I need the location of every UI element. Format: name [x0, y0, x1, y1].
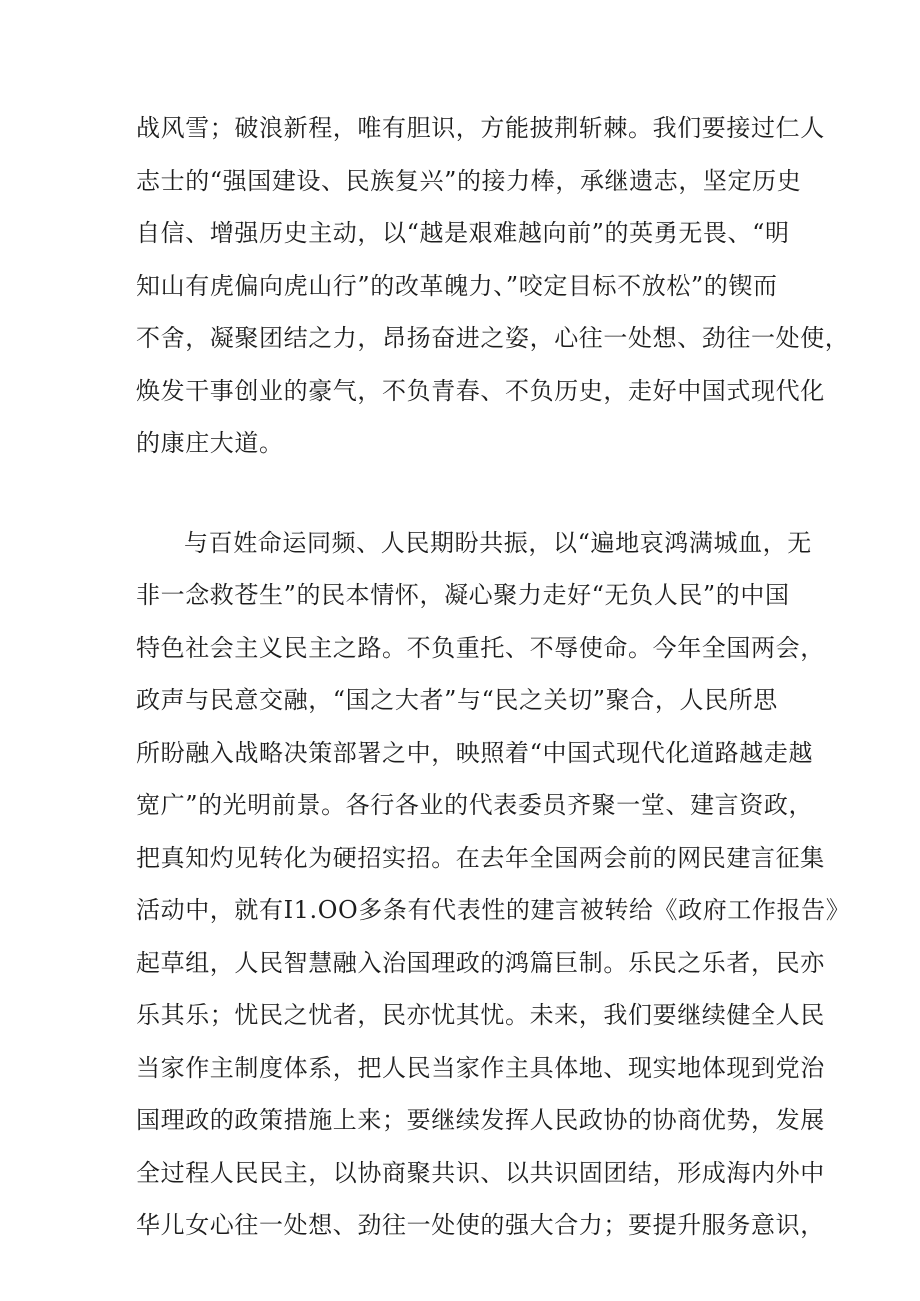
paragraph-line: 自信、增强历史主动，以“越是艰难越向前”的英勇无畏、“明: [136, 219, 790, 247]
paragraph-line: 把真知灼见转化为硬招实招。在去年全国两会前的网民建言征集: [136, 844, 825, 872]
paragraph-line: 全过程人民民主，以协商聚共识、以共识固团结，形成海内外中: [136, 1159, 825, 1187]
paragraph-line: 焕发干事创业的豪气，不负青春、不负历史，走好中国式现代化: [136, 377, 825, 405]
paragraph-line: 与百姓命运同频、人民期盼共振，以“遍地哀鸿满城血，无: [184, 529, 812, 557]
paragraph-line: 乐其乐；忧民之忧者，民亦忧其忧。未来，我们要继续健全人民: [136, 1001, 825, 1029]
paragraph-line: 非一念救苍生”的民本情怀，凝心聚力走好“无负人民”的中国: [136, 581, 790, 609]
paragraph-line: 政声与民意交融，“国之大者”与“民之关切”聚合，人民所思: [136, 686, 778, 714]
paragraph-line: 特色社会主义民主之路。不负重托、不辱使命。今年全国两会，: [136, 634, 825, 662]
paragraph-line: 志士的“强国建设、民族复兴”的接力棒，承继遗志，坚定历史: [136, 167, 802, 195]
paragraph-line: 华儿女心往一处想、劲往一处使的强大合力；要提升服务意识，: [136, 1211, 825, 1239]
paragraph-line: 国理政的政策措施上来；要继续发挥人民政协的协商优势，发展: [136, 1106, 825, 1134]
paragraph-line: 不舍，凝聚团结之力，昂扬奋进之姿，心往一处想、劲往一处使，: [136, 324, 850, 352]
paragraph-line: 知山有虎偏向虎山行”的改革魄力、”咬定目标不放松”的锲而: [136, 272, 778, 300]
paragraph-line: 当家作主制度体系，把人民当家作主具体地、现实地体现到党治: [136, 1054, 825, 1082]
paragraph-line: 起草组，人民智慧融入治国理政的鸿篇巨制。乐民之乐者，民亦: [136, 949, 825, 977]
paragraph-line: 的康庄大道。: [136, 429, 284, 457]
paragraph-line: 活动中，就有I1.OO多条有代表性的建言被转给《政府工作报告》: [136, 896, 851, 924]
paragraph-line: 宽广”的光明前景。各行各业的代表委员齐聚一堂、建言资政，: [136, 791, 814, 819]
paragraph-line: 所盼融入战略决策部署之中，映照着“中国式现代化道路越走越: [136, 739, 814, 767]
paragraph-line: 战风雪；破浪新程，唯有胆识，方能披荆斩棘。我们要接过仁人: [136, 114, 825, 142]
